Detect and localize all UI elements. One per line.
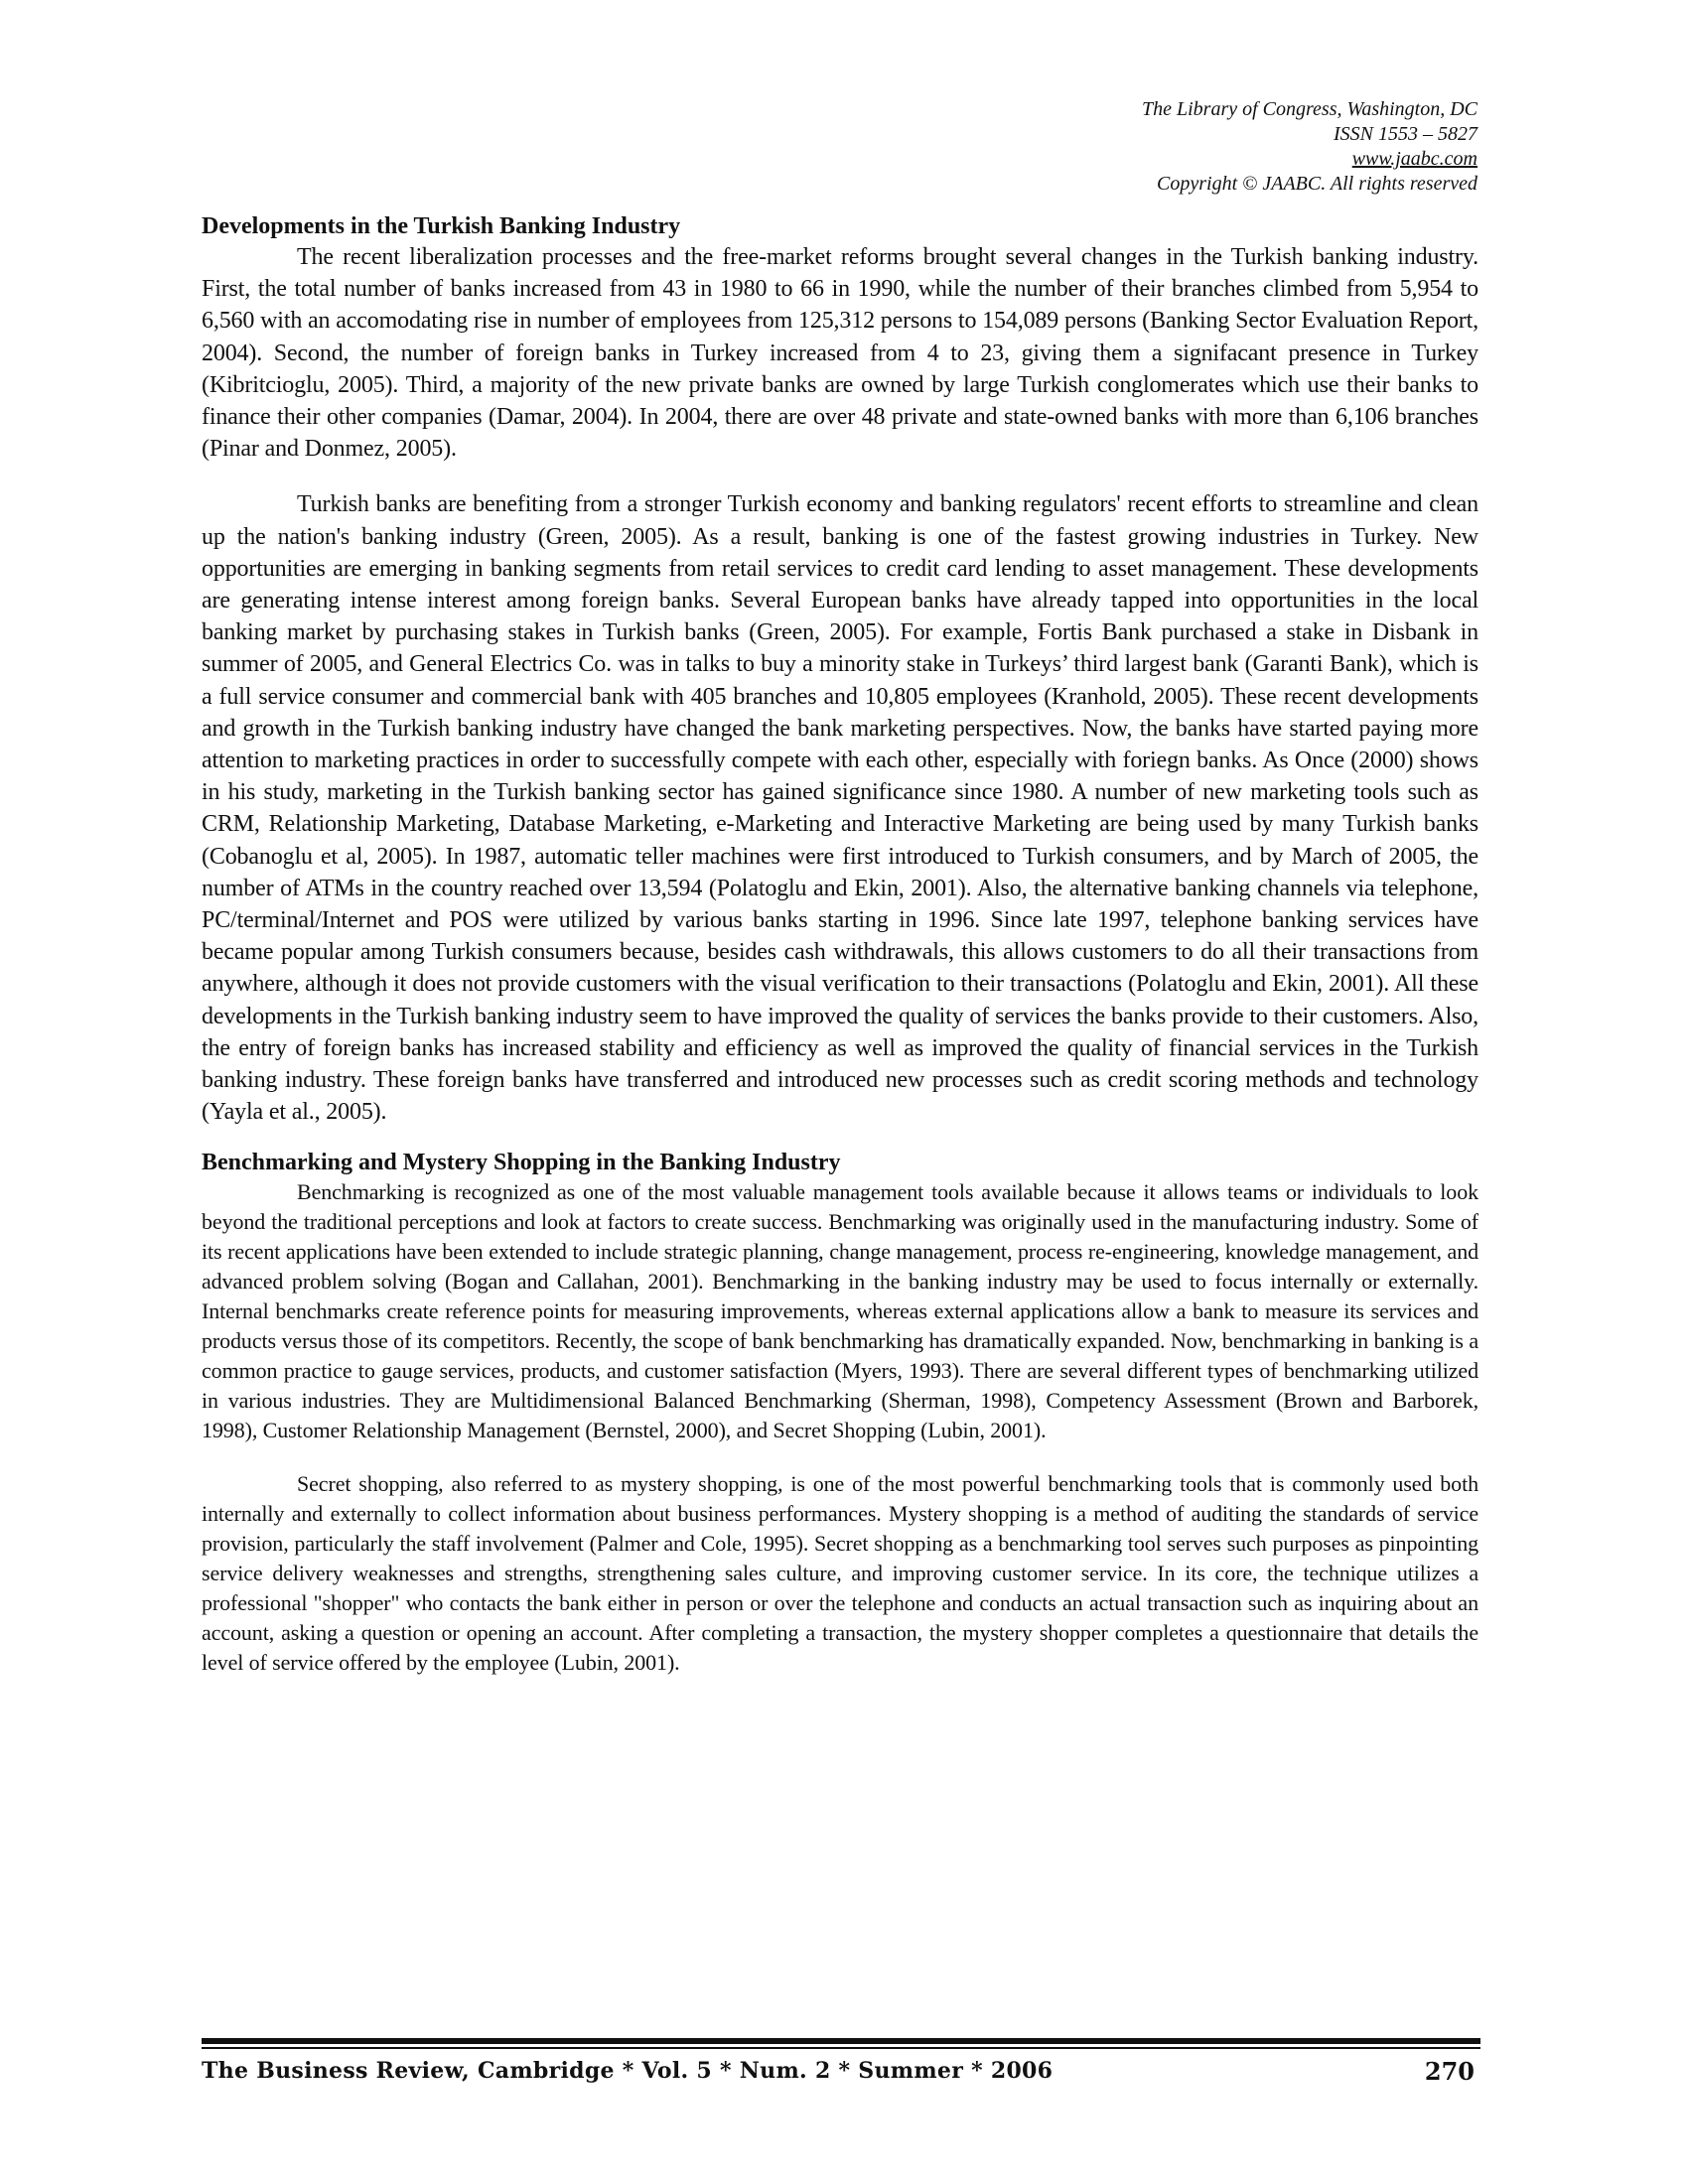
footer-divider [202,2038,1480,2044]
header-website-link[interactable]: www.jaabc.com [1351,148,1477,170]
paragraph: The recent liberalization processes and the free-market reforms brought several changes in the Turkish banking industry. First, the total number of banks increased from 43 in 1980 to 66 in 1990, while the number of their branches climbed from 5,954 to 6,560 with an accomodating rise in number of employees from 125,312 persons to 154,089 persons (Banking Sector Evaluation Report, 2004). Second, the number of foreign banks in Turkey increased from 4 to 23, giving them a signifacant presence in Turkey (Kibritcioglu, 2005). Third, a majority of the new private banks are owned by large Turkish conglomerates which use their banks to finance their other companies (Damar, 2004). In 2004, there are over 48 private and state-owned banks with more than 6,106 branches (Pinar and Donmez, 2005). [202,244,1478,463]
paragraph: Secret shopping, also referred to as mystery shopping, is one of the most powerful benchmarking tools that is commonly used both internally and externally to collect information about business performances. Mystery shopping is a method of auditing the standards of service provision, particularly the staff involvement (Palmer and Cole, 1995). Secret shopping as a benchmarking tool serves such purposes as pinpointing service delivery weaknesses and strengths, strengthening sales culture, and improving customer service. In its core, the technique utilizes a professional "shopper" who contacts the bank either in person or over the telephone and conducts an actual transaction such as inquiring about an account, asking a question or opening an account. After completing a transaction, the mystery shopper completes a questionnaire that details the level of service offered by the employee (Lubin, 2001). [202,1471,1478,1676]
section-heading: Developments in the Turkish Banking Industry [202,213,681,239]
footer-divider-thin [202,2047,1480,2049]
page-footer [202,2051,1480,2091]
page-number: 270 [1424,2056,1475,2086]
section-turkish-banking [202,211,1478,1128]
footer-journal-citation: The Business Review, Cambridge * Vol. 5 * Num. 2 * Summer * 2006 [202,2058,1054,2084]
section-benchmarking [202,1148,1478,1678]
header-copyright: Copyright © JAABC. All rights reserved [1157,173,1477,195]
header-publisher: The Library of Congress, Washington, DC [1141,98,1477,120]
paragraph: Benchmarking is recognized as one of the most valuable management tools available because it allows teams or individuals to look beyond the traditional perceptions and look at factors to create success. Benchmarking was originally used in the manufacturing industry. Some of its recent applications have been extended to include strategic planning, change management, process re-engineering, knowledge management, and advanced problem solving (Bogan and Callahan, 2001). Benchmarking in the banking industry may be used to focus internally or externally. Internal benchmarks create reference points for measuring improvements, whereas external applications allow a bank to measure its services and products versus those of its competitors. Recently, the scope of bank benchmarking has dramatically expanded. Now, benchmarking in banking is a common practice to gauge services, products, and customer satisfaction (Myers, 1993). There are several different types of benchmarking utilized in various industries. They are Multidimensional Balanced Benchmarking (Sherman, 1998), Competency Assessment (Brown and Barborek, 1998), Customer Relationship Management (Bernstel, 2000), and Secret Shopping (Lubin, 2001). [202,1179,1478,1443]
running-header [782,97,1477,197]
header-issn: ISSN 1553 – 5827 [1334,123,1477,145]
paragraph: Turkish banks are benefiting from a stronger Turkish economy and banking regulators' recent efforts to streamline and clean up the nation's banking industry (Green, 2005). As a result, banking is one of the fastest growing industries in Turkey. New opportunities are emerging in banking segments from retail services to credit card lending to asset management. These developments are generating intense interest among foreign banks. Several European banks have already tapped into opportunities in the local banking market by purchasing stakes in Turkish banks (Green, 2005). For example, Fortis Bank purchased a stake in Disbank in summer of 2005, and General Electrics Co. was in talks to buy a minority stake in Turkeys’ third largest bank (Garanti Bank), which is a full service consumer and commercial bank with 405 branches and 10,805 employees (Kranhold, 2005). These recent developments and growth in the Turkish banking industry have changed the bank marketing perspectives. Now, the banks have started paying more attention to marketing practices in order to successfully compete with each other, especially with foriegn banks. As Once (2000) shows in his study, marketing in the Turkish banking sector has gained significance since 1980. A number of new marketing tools such as CRM, Relationship Marketing, Database Marketing, e-Marketing and Interactive Marketing are being used by many Turkish banks (Cobanoglu et al, 2005). In 1987, automatic teller machines were first introduced to Turkish consumers, and by March of 2005, the number of ATMs in the country reached over 13,594 (Polatoglu and Ekin, 2001). Also, the alternative banking channels via telephone, PC/terminal/Internet and POS were utilized by various banks starting in 1996. Since late 1997, telephone banking services have became popular among Turkish consumers because, besides cash withdrawals, this allows customers to do all their transactions from anywhere, although it does not provide customers with the visual verification to their transactions (Polatoglu and Ekin, 2001). All these developments in the Turkish banking industry seem to have improved the quality of services the banks provide to their customers. Also, the entry of foreign banks has increased stability and efficiency as well as improved the quality of financial services in the Turkish banking industry. These foreign banks have transferred and introduced new processes such as credit scoring methods and technology (Yayla et al., 2005). [202,491,1478,1126]
section-heading: Benchmarking and Mystery Shopping in the Banking Industry [202,1150,841,1176]
article-body [202,211,1478,1678]
